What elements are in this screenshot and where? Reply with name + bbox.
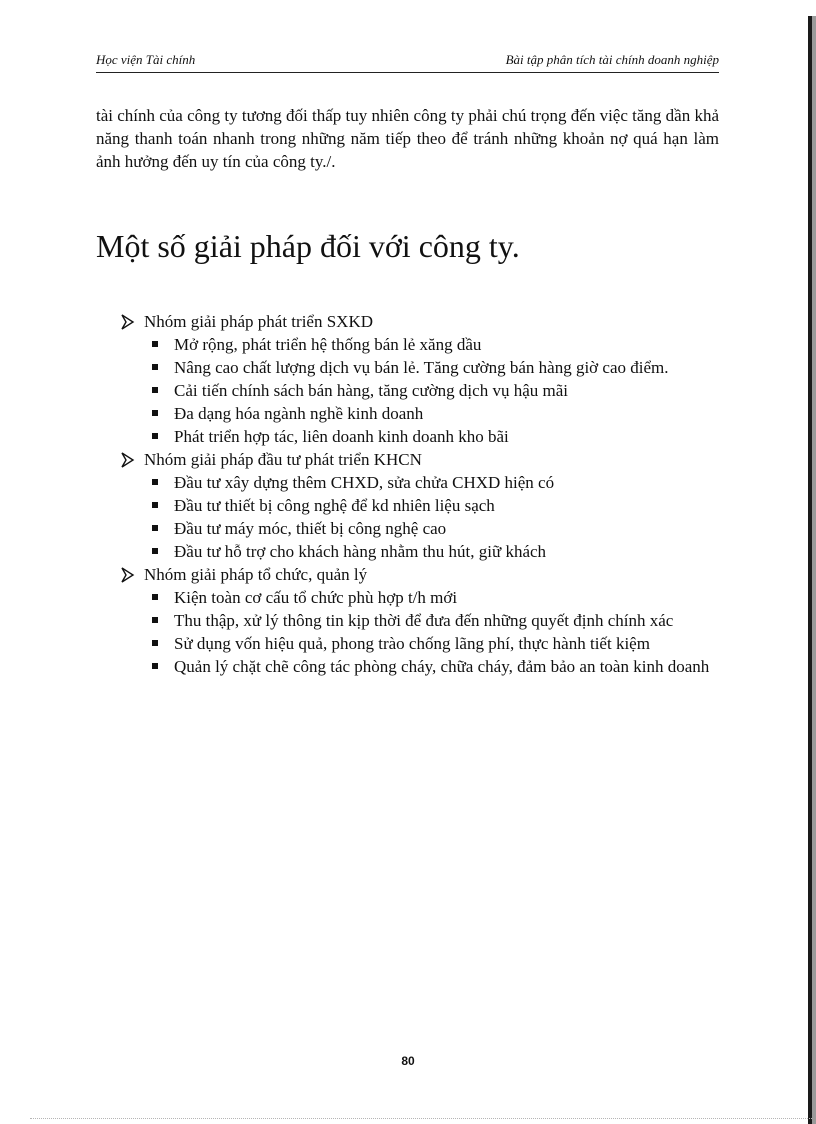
list-item-text: Sử dụng vốn hiệu quả, phong trào chống lãng phí, thực hành tiết kiệm bbox=[174, 634, 650, 653]
solutions-outline bbox=[118, 310, 723, 678]
list-item-text: Đầu tư hỗ trợ cho khách hàng nhằm thu hút, giữ khách bbox=[174, 542, 547, 561]
list-item-text: Đầu tư máy móc, thiết bị công nghệ cao bbox=[174, 519, 447, 538]
square-bullet-icon bbox=[152, 594, 158, 600]
square-bullet-icon bbox=[152, 502, 158, 508]
header-institution: Học viện Tài chính bbox=[96, 52, 196, 67]
square-bullet-icon bbox=[152, 479, 158, 485]
square-bullet-icon bbox=[152, 617, 158, 623]
list-item bbox=[118, 333, 723, 356]
page-border-bottom bbox=[30, 1118, 812, 1119]
solution-group-production bbox=[118, 310, 723, 448]
list-item bbox=[118, 379, 723, 402]
list-item bbox=[118, 540, 723, 563]
list-item-text: Đa dạng hóa ngành nghề kinh doanh bbox=[174, 404, 424, 423]
page-header bbox=[96, 52, 719, 73]
list-item-text: Quản lý chặt chẽ công tác phòng cháy, chữa cháy, đảm bảo an toàn kinh doanh bbox=[174, 657, 710, 676]
list-item-text: Kiện toàn cơ cấu tổ chức phù hợp t/h mới bbox=[174, 588, 458, 607]
list-item bbox=[118, 356, 723, 379]
list-item-text: Thu thập, xử lý thông tin kịp thời để đưa đến những quyết định chính xác bbox=[174, 611, 674, 630]
solution-group-organization bbox=[118, 563, 723, 678]
list-item-text: Đầu tư xây dựng thêm CHXD, sửa chửa CHXD hiện có bbox=[174, 473, 555, 492]
list-item-text: Phát triển hợp tác, liên doanh kinh doanh kho bãi bbox=[174, 427, 509, 446]
square-bullet-icon bbox=[152, 640, 158, 646]
list-item-text: Mở rộng, phát triển hệ thống bán lẻ xăng dầu bbox=[174, 335, 482, 354]
group-heading bbox=[118, 310, 723, 333]
group-heading bbox=[118, 448, 723, 471]
group-items bbox=[118, 586, 723, 678]
arrow-bullet-icon bbox=[118, 563, 138, 586]
arrow-bullet-icon bbox=[118, 448, 138, 471]
list-item bbox=[118, 586, 723, 609]
group-items bbox=[118, 471, 723, 563]
list-item-text: Nâng cao chất lượng dịch vụ bán lẻ. Tăng cường bán hàng giờ cao điểm. bbox=[174, 358, 669, 377]
group-items bbox=[118, 333, 723, 448]
list-item bbox=[118, 402, 723, 425]
square-bullet-icon bbox=[152, 341, 158, 347]
group-heading-text: Nhóm giải pháp đầu tư phát triển KHCN bbox=[144, 450, 422, 469]
section-title: Một số giải pháp đối với công ty. bbox=[96, 228, 520, 264]
square-bullet-icon bbox=[152, 364, 158, 370]
solution-group-technology bbox=[118, 448, 723, 563]
square-bullet-icon bbox=[152, 548, 158, 554]
list-item bbox=[118, 471, 723, 494]
square-bullet-icon bbox=[152, 387, 158, 393]
group-heading-text: Nhóm giải pháp tổ chức, quản lý bbox=[144, 565, 368, 584]
list-item bbox=[118, 425, 723, 448]
list-item bbox=[118, 494, 723, 517]
arrow-bullet-icon bbox=[118, 310, 138, 333]
page-border-shadow bbox=[812, 16, 816, 1124]
list-item-text: Đầu tư thiết bị công nghệ để kd nhiên liệu sạch bbox=[174, 496, 495, 515]
group-heading-text: Nhóm giải pháp phát triển SXKD bbox=[144, 312, 373, 331]
page-number: 80 bbox=[401, 1054, 415, 1068]
list-item bbox=[118, 632, 723, 655]
square-bullet-icon bbox=[152, 410, 158, 416]
header-document-title: Bài tập phân tích tài chính doanh nghiệp bbox=[505, 52, 719, 67]
square-bullet-icon bbox=[152, 663, 158, 669]
list-item-text: Cải tiến chính sách bán hàng, tăng cường dịch vụ hậu mãi bbox=[174, 381, 568, 400]
group-heading bbox=[118, 563, 723, 586]
list-item bbox=[118, 655, 723, 678]
square-bullet-icon bbox=[152, 433, 158, 439]
list-item bbox=[118, 609, 723, 632]
intro-paragraph: tài chính của công ty tương đối thấp tuy nhiên công ty phải chú trọng đến việc tăng dần khả năng thanh toán nhanh trong những năm tiếp theo để tránh những khoản nợ quá hạn làm ảnh hưởng đến uy tín của công ty./. bbox=[96, 106, 719, 171]
square-bullet-icon bbox=[152, 525, 158, 531]
list-item bbox=[118, 517, 723, 540]
